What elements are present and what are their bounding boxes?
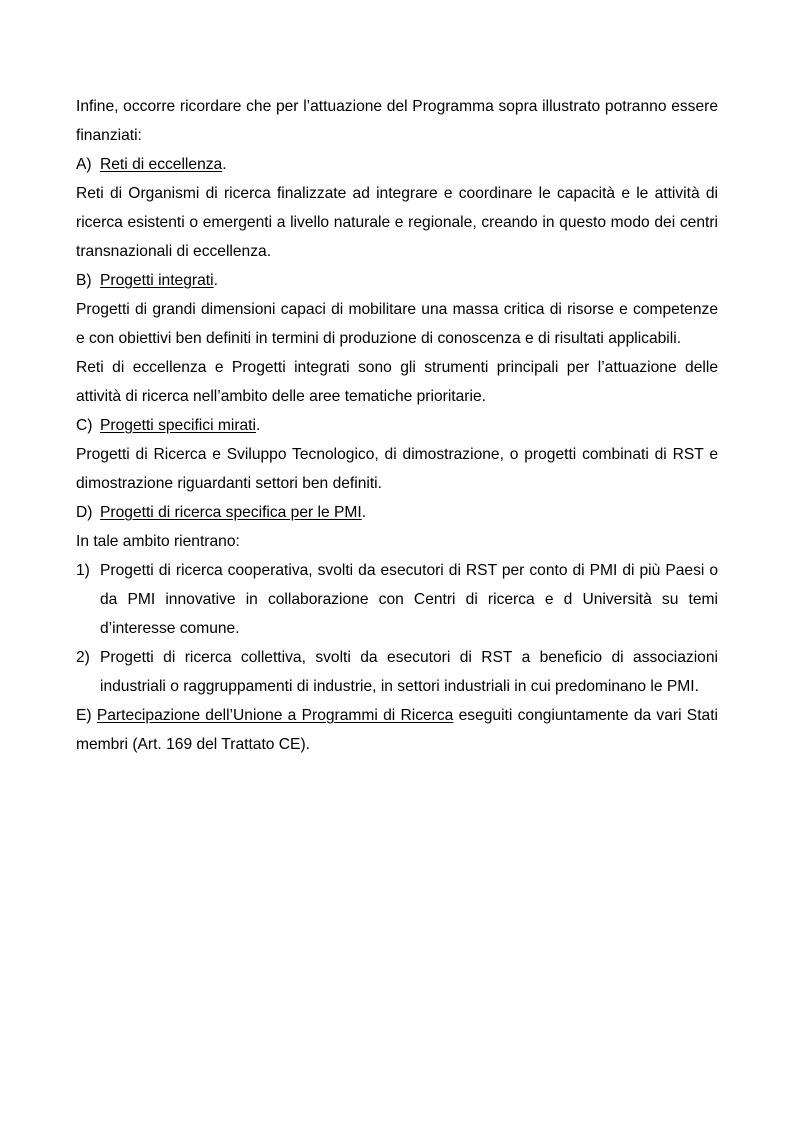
section-e-after: eseguiti congiuntamente da vari Stati membri (Art. 169 del Trattato CE).	[76, 707, 718, 753]
section-e-title: Partecipazione dell’Unione a Programmi di Ricerca	[96, 707, 454, 724]
list-item-number: 1)	[76, 562, 90, 579]
section-c-body: Progetti di Ricerca e Sviluppo Tecnologico, di dimostrazione, o progetti combinati di RST e dimostrazione riguardanti settori ben definiti.	[76, 446, 718, 492]
section-c-after: .	[255, 417, 261, 434]
section-d-body: In tale ambito rientrano:	[76, 533, 240, 550]
section-b-after: .	[213, 272, 218, 289]
section-b-title: Progetti integrati	[100, 272, 214, 289]
section-a-after: .	[222, 156, 227, 173]
section-a-title: Reti di eccellenza	[100, 156, 223, 173]
section-c-mark: C)	[76, 417, 93, 434]
section-b-body-2: Reti di eccellenza e Progetti integrati sono gli strumenti principali per l’attuazione delle attività di ricerca nell’ambito delle aree tematiche prioritarie.	[76, 359, 718, 405]
section-a-heading	[76, 150, 718, 179]
section-a-mark: A)	[76, 156, 92, 173]
list-item-text: Progetti di ricerca collettiva, svolti da esecutori di RST a beneficio di associazioni industriali o raggruppamenti di industrie, in settori industriali in cui predominano le PMI.	[100, 649, 718, 695]
section-d-after: .	[361, 504, 367, 521]
list-item-number: 2)	[76, 649, 90, 666]
document-page	[76, 92, 718, 759]
section-e-mark: E)	[76, 707, 92, 724]
section-a-body: Reti di Organismi di ricerca finalizzate ad integrare e coordinare le capacità e le attività di ricerca esistenti o emergenti a livello naturale e regionale, creando in questo modo dei centri transnazionali di eccellenza.	[76, 185, 718, 260]
section-b-heading	[76, 266, 718, 295]
section-d-title: Progetti di ricerca specifica per le PMI	[100, 504, 362, 521]
list-item	[76, 643, 718, 701]
list-item-text: Progetti di ricerca cooperativa, svolti da esecutori di RST per conto di PMI di più Paesi o da PMI innovative in collaborazione con Centri di ricerca e d Università su temi d’interesse comune.	[100, 562, 718, 637]
section-c-heading	[76, 411, 718, 440]
section-b-body: Progetti di grandi dimensioni capaci di mobilitare una massa critica di risorse e competenze e con obiettivi ben definiti in termini di produzione di conoscenza e di risultati applicabili.	[76, 301, 718, 347]
section-e-paragraph	[76, 701, 718, 759]
section-d-heading	[76, 498, 718, 527]
section-b-mark: B)	[76, 272, 92, 289]
section-d-mark: D)	[76, 504, 93, 521]
intro-paragraph: Infine, occorre ricordare che per l’attuazione del Programma sopra illustrato potranno essere finanziati:	[76, 98, 718, 144]
section-c-title: Progetti specifici mirati	[100, 417, 256, 434]
list-item	[76, 556, 718, 643]
